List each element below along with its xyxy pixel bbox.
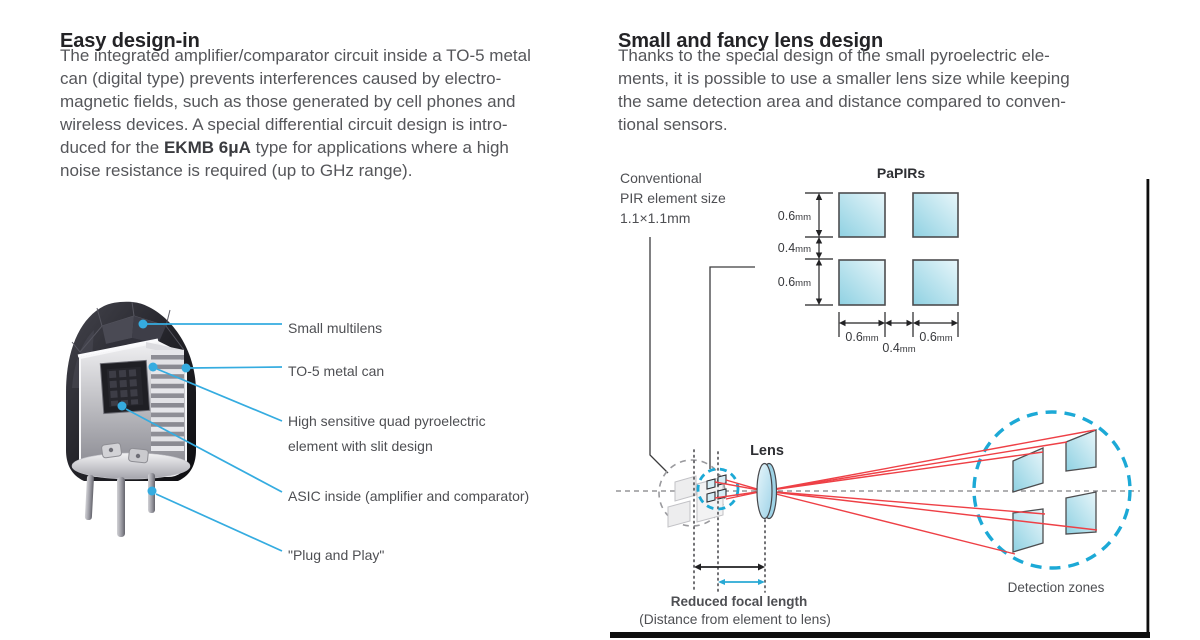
callout-label-element — [288, 409, 486, 459]
left-paragraph-line: can (digital type) prevents interferences caused by electro- — [60, 69, 502, 88]
dim-v-06-top: 0.6mm — [777, 209, 811, 223]
callout-label-metal-can: TO-5 metal can — [288, 363, 385, 379]
page-frame-bottom-rule — [610, 632, 1150, 638]
detection-zones-label: Detection zones — [1007, 580, 1105, 595]
sensor-pins — [85, 473, 155, 537]
lens-design-figure — [600, 152, 1160, 640]
lens-label: Lens — [750, 443, 784, 459]
right-paragraph-line: Thanks to the special design of the small pyroelectric ele- — [618, 46, 1050, 65]
dot-asic — [118, 402, 127, 411]
left-paragraph-line: wireless devices. A special differential circuit design is intro- — [60, 115, 508, 134]
reference-dotted-lines — [694, 450, 765, 592]
right-paragraph-line: the same detection area and distance compared to conven- — [618, 92, 1066, 111]
lens-shape — [757, 464, 777, 519]
callout-label-element-line2: element with slit design — [288, 438, 433, 454]
conventional-focal-arrow — [694, 564, 765, 571]
callout-label-plug-and-play: "Plug and Play" — [288, 547, 385, 563]
dim-v-06-bottom: 0.6mm — [777, 275, 811, 289]
callout-label-element-line1: High sensitive quad pyroelectric — [288, 413, 486, 429]
sensor-cutaway-figure — [50, 292, 290, 604]
dim-v-04: 0.4mm — [777, 241, 811, 255]
left-section-heading: Easy design-in — [60, 29, 200, 52]
dim-h-06-right: 0.6mm — [919, 330, 953, 344]
papirs-label: PaPIRs — [876, 165, 926, 181]
pyroelectric-element-stack — [146, 342, 184, 451]
conventional-caption — [620, 170, 726, 226]
dot-pin — [148, 487, 157, 496]
left-paragraph — [60, 44, 600, 182]
dot-element — [149, 363, 158, 372]
callout-label-asic: ASIC inside (amplifier and comparator) — [288, 488, 530, 504]
detection-panel — [1066, 430, 1096, 471]
dim-h-06-left: 0.6mm — [845, 330, 879, 344]
left-paragraph-line — [60, 136, 600, 159]
right-section-heading: Small and fancy lens design — [618, 29, 884, 52]
dot-multilens — [139, 320, 148, 329]
element-square — [913, 193, 958, 237]
papirs-element-squares — [839, 193, 958, 305]
distance-caption: (Distance from element to lens) — [639, 612, 831, 627]
right-paragraph-line: ments, it is possible to use a smaller lens size while keeping — [618, 69, 1070, 88]
conventional-caption-line1: Conventional — [620, 170, 702, 186]
left-paragraph-line: noise resistance is required (up to GHz range). — [60, 161, 413, 180]
conventional-caption-line3: 1.1×1.1mm — [620, 210, 691, 226]
conventional-caption-line2: PIR element size — [620, 190, 726, 206]
figure-leader-lines — [650, 237, 755, 473]
element-square — [839, 193, 885, 237]
reduced-focal-length-label: Reduced focal length — [670, 594, 808, 609]
left-paragraph-text: type for applications where a high — [250, 138, 509, 157]
right-paragraph — [618, 44, 1118, 136]
page-frame-vertical-rule — [1147, 179, 1150, 638]
element-square — [839, 260, 885, 305]
detection-panel — [1013, 509, 1043, 552]
dim-h-04: 0.4mm — [882, 341, 916, 355]
right-paragraph-line: tional sensors. — [618, 115, 728, 134]
left-paragraph-text: duced for the — [60, 138, 164, 157]
reduced-focal-arrow — [718, 579, 765, 585]
detection-zone-circle — [974, 412, 1130, 568]
element-square — [913, 260, 958, 305]
left-paragraph-line: magnetic fields, such as those generated by cell phones and — [60, 92, 516, 111]
callout-label-multilens: Small multilens — [288, 320, 383, 336]
left-paragraph-line: The integrated amplifier/comparator circuit inside a TO-5 metal — [60, 46, 531, 65]
product-type-bold: EKMB 6μA — [163, 138, 251, 157]
dot-metal-can — [182, 364, 191, 373]
sensor-interior — [72, 340, 190, 479]
